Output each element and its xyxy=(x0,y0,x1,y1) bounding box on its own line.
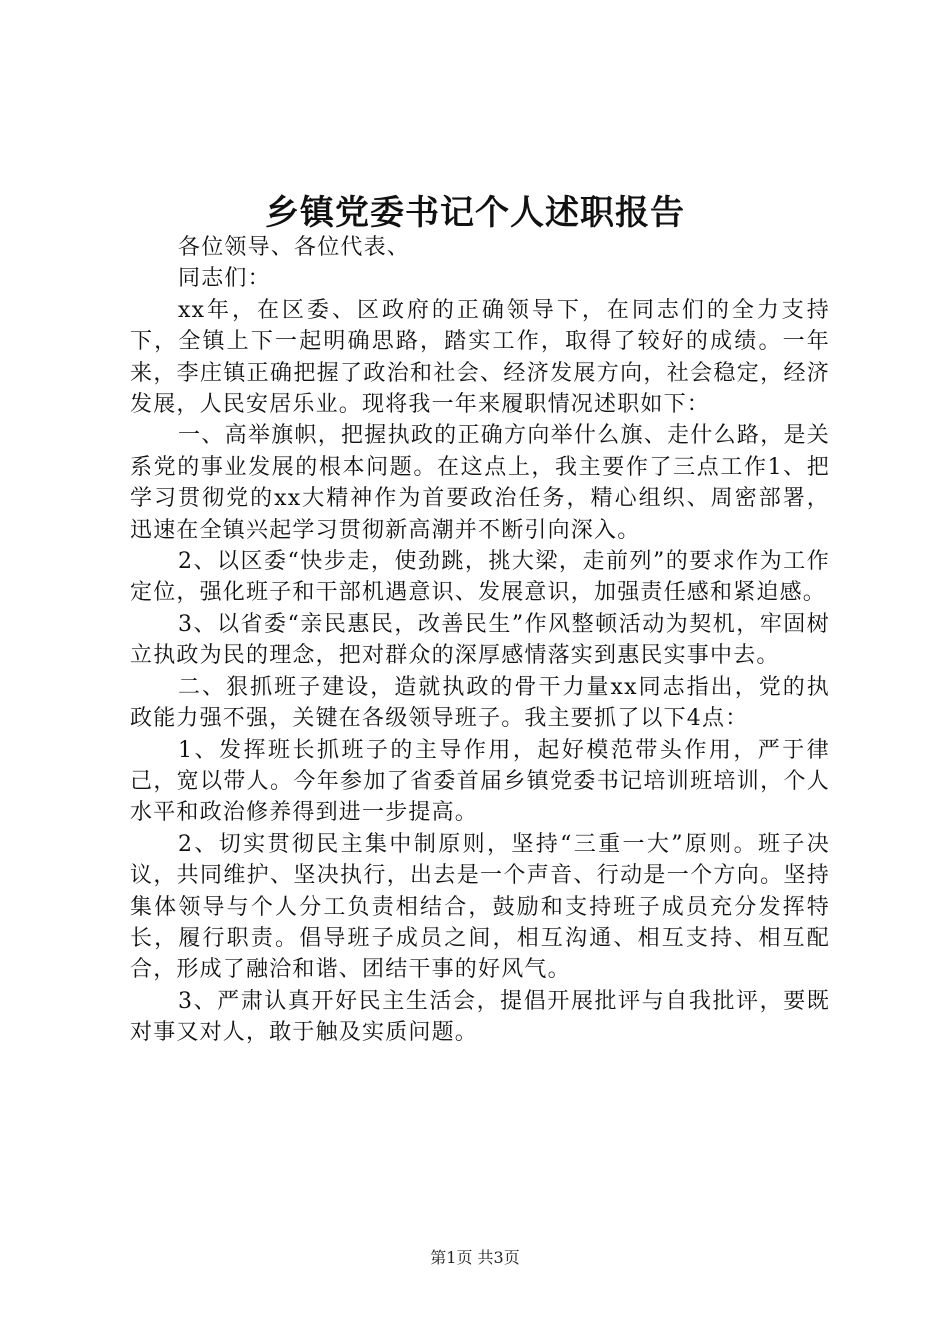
paragraph-section-one-item-2: 2、以区委“快步走，使劲跳，挑大梁，走前列”的要求作为工作定位，强化班子和干部机遇意识、发展意识，加强责任感和紧迫感。 xyxy=(130,549,830,606)
salutation-line-1: 各位领导、各位代表、 xyxy=(178,235,411,260)
paragraph-section-one: 一、高举旗帜，把握执政的正确方向举什么旗、走什么路，是关系党的事业发展的根本问题。在这点上，我主要作了三点工作1、把学习贯彻党的xx大精神作为首要政治任务，精心组织、周密部署，迅速在全镇兴起学习贯彻新高潮并不断引向深入。 xyxy=(130,423,830,543)
paragraph-section-two: 二、狠抓班子建设，造就执政的骨干力量xx同志指出，党的执政能力强不强，关键在各级领导班子。我主要抓了以下4点： xyxy=(130,674,830,732)
document-title: 乡镇党委书记个人述职报告 xyxy=(265,193,685,233)
paragraph-section-two-item-2: 2、切实贯彻民主集中制原则，坚持“三重一大”原则。班子决议，共同维护、坚决执行，出去是一个声音、行动是一个方向。坚持集体领导与个人分工负责相结合，鼓励和支持班子成员充分发挥特长，履行职责。倡导班子成员之间，相互沟通、相互支持、相互配合，形成了融洽和谐、团结干事的好风气。 xyxy=(130,831,830,983)
document-body xyxy=(130,232,830,1049)
salutation-line-2: 同志们： xyxy=(178,266,271,292)
paragraph-section-one-item-3: 3、以省委“亲民惠民，改善民生”作风整顿活动为契机，牢固树立执政为民的理念，把对群众的深厚感情落实到惠民实事中去。 xyxy=(130,611,830,669)
page-number-footer: 第1页 共3页 xyxy=(430,1248,520,1267)
paragraph-intro: xx年，在区委、区政府的正确领导下，在同志们的全力支持下，全镇上下一起明确思路，踏实工作，取得了较好的成绩。一年来，李庄镇正确把握了政治和社会、经济发展方向，社会稳定，经济发展，人民安居乐业。现将我一年来履职情况述职如下： xyxy=(130,297,830,418)
paragraph-section-two-item-3: 3、严肃认真开好民主生活会，提倡开展批评与自我批评，要既对事又对人，敢于触及实质问题。 xyxy=(130,988,830,1046)
paragraph-section-two-item-1: 1、发挥班长抓班子的主导作用，起好模范带头作用，严于律己，宽以带人。今年参加了省委首届乡镇党委书记培训班培训，个人水平和政治修养得到进一步提高。 xyxy=(130,737,830,826)
